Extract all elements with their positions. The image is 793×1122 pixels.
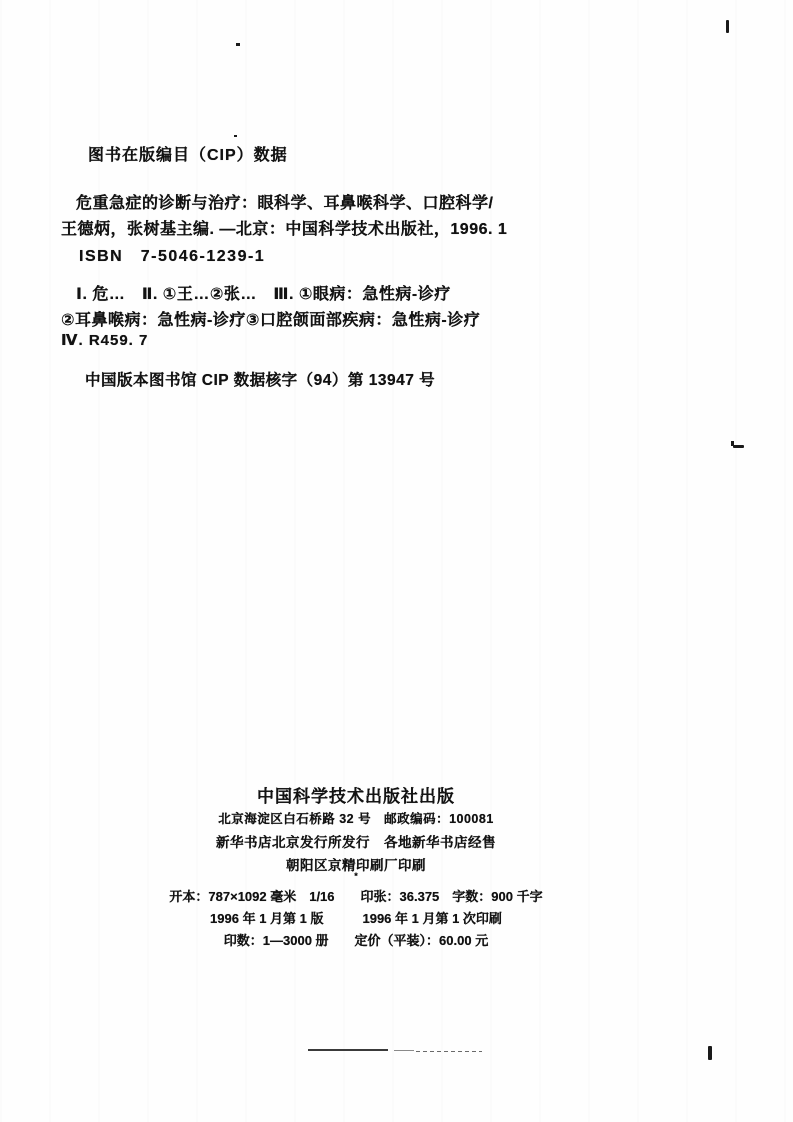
- printrun-price-line: 印数：1—3000 册 定价（平装）：60.00 元: [223, 933, 489, 948]
- scan-artifact-line-segment-2: [394, 1050, 414, 1051]
- edition-printing-line: 1996 年 1 月第 1 版 1996 年 1 月第 1 次印刷: [210, 911, 502, 926]
- format-impression-line: 开本：787×1092 毫米 1/16 印张：36.375 字数：900 千字: [169, 889, 543, 904]
- classification-line-1: Ⅰ. 危… Ⅱ. ①王…②张… Ⅲ. ①眼病：急性病-诊疗: [76, 286, 451, 303]
- classification-line-2: ②耳鼻喉病：急性病-诊疗③口腔颌面部疾病：急性病-诊疗: [61, 312, 481, 329]
- distribution-line: 新华书店北京发行所发行 各地新华书店经售: [216, 835, 496, 850]
- author-publisher-line: 王德炳，张树基主编. —北京：中国科学技术出版社，1996. 1: [61, 221, 508, 238]
- scan-artifact-check-mark-tail: [733, 445, 744, 448]
- scan-artifact-speck-2: [234, 135, 237, 137]
- book-title-line: 危重急症的诊断与治疗：眼科学、耳鼻喉科学、口腔科学/: [76, 195, 494, 212]
- scan-artifact-line-segment-3: [416, 1051, 482, 1052]
- publisher-line: 中国科学技术出版社出版: [257, 787, 455, 806]
- divider-asterisk: *: [354, 871, 358, 881]
- cip-data-header: 图书在版编目（CIP）数据: [88, 147, 288, 164]
- scan-artifact-speck-1: [236, 43, 240, 46]
- classification-line-3: Ⅳ. R459. 7: [61, 332, 149, 349]
- scan-artifact-line-segment-1: [308, 1049, 388, 1051]
- isbn-line: ISBN 7-5046-1239-1: [79, 248, 266, 265]
- printer-line: 朝阳区京精印刷厂印刷: [286, 858, 426, 873]
- scan-artifact-tick-top-right: [726, 20, 729, 33]
- publisher-address-line: 北京海淀区白石桥路 32 号 邮政编码：100081: [218, 812, 494, 826]
- cip-record-number-line: 中国版本图书馆 CIP 数据核字（94）第 13947 号: [85, 372, 436, 389]
- scan-artifact-tick-bottom-right: [708, 1046, 712, 1060]
